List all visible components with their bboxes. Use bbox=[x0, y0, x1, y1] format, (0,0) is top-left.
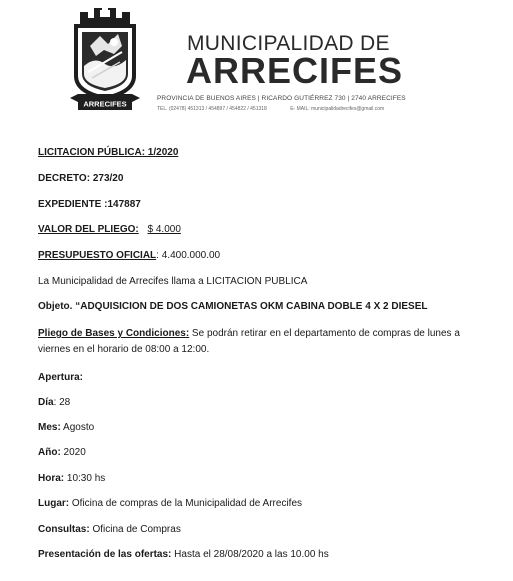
valor-pliego-value: $ 4.000 bbox=[147, 224, 181, 235]
address-line: PROVINCIA DE BUENOS AIRES | RICARDO GUTIÉRREZ 730 | 2740 ARRECIFES bbox=[157, 95, 406, 102]
lugar-line bbox=[38, 497, 302, 511]
email-address: E- MAIL: municipalidadrecifes@gmail.com bbox=[290, 106, 385, 112]
brand-title-line2: ARRECIFES bbox=[186, 50, 404, 91]
presentacion-value: Hasta el 28/08/2020 a las 10.00 hs bbox=[171, 549, 329, 560]
lugar-label: Lugar: bbox=[38, 498, 70, 509]
consultas-label: Consultas: bbox=[38, 524, 90, 535]
presupuesto-label: PRESUPUESTO OFICIAL bbox=[38, 250, 157, 261]
mes-line bbox=[38, 421, 94, 435]
presupuesto-value: : 4.400.000.00 bbox=[156, 250, 221, 261]
hora-line bbox=[38, 472, 105, 486]
pliego-paragraph bbox=[38, 326, 478, 358]
consultas-line bbox=[38, 523, 181, 537]
llamado-line: La Municipalidad de Arrecifes llama a LICITACION PUBLICA bbox=[38, 276, 308, 287]
anio-label: Año: bbox=[38, 447, 61, 458]
hora-label: Hora: bbox=[38, 473, 65, 484]
presupuesto-line bbox=[38, 249, 220, 263]
presentacion-line bbox=[38, 548, 329, 562]
decreto-line: DECRETO: 273/20 bbox=[38, 173, 124, 184]
lugar-value: Oficina de compras de la Municipalidad de Arrecifes bbox=[69, 498, 303, 509]
dia-line bbox=[38, 396, 70, 410]
expediente-line: EXPEDIENTE :147887 bbox=[38, 199, 141, 210]
dia-label: Día bbox=[38, 397, 54, 408]
anio-line bbox=[38, 446, 86, 460]
objeto-line: Objeto. “ADQUISICION DE DOS CAMIONETAS OKM CABINA DOBLE 4 X 2 DIESEL bbox=[38, 301, 428, 312]
consultas-value: Oficina de Compras bbox=[89, 524, 181, 535]
letterhead bbox=[0, 0, 513, 120]
presentacion-label: Presentación de las ofertas: bbox=[38, 549, 172, 560]
brand-title-line1: MUNICIPALIDAD DE bbox=[187, 32, 390, 55]
valor-pliego-label: VALOR DEL PLIEGO: bbox=[38, 224, 139, 235]
licitacion-title: LICITACION PÚBLICA: 1/2020 bbox=[38, 147, 179, 158]
pliego-label: Pliego de Bases y Condiciones: bbox=[38, 328, 190, 339]
contact-line bbox=[157, 106, 384, 112]
mes-label: Mes: bbox=[38, 422, 61, 433]
pliego-text: Se podrán retirar en el departamento de compras de lunes a viernes en el horario de 08:00 a 12:00. bbox=[38, 328, 460, 355]
phone-numbers: TEL. (02478) 451313 / 454897 / 454822 / 451318 bbox=[157, 106, 267, 112]
dia-value: : 28 bbox=[53, 397, 71, 408]
hora-value: 10:30 hs bbox=[64, 473, 106, 484]
municipal-crest-icon bbox=[70, 6, 140, 112]
mes-value: Agosto bbox=[60, 422, 95, 433]
anio-value: 2020 bbox=[60, 447, 86, 458]
valor-pliego-line bbox=[38, 223, 181, 237]
svg-text:ARRECIFES: ARRECIFES bbox=[83, 99, 127, 109]
apertura-heading: Apertura: bbox=[38, 372, 84, 383]
